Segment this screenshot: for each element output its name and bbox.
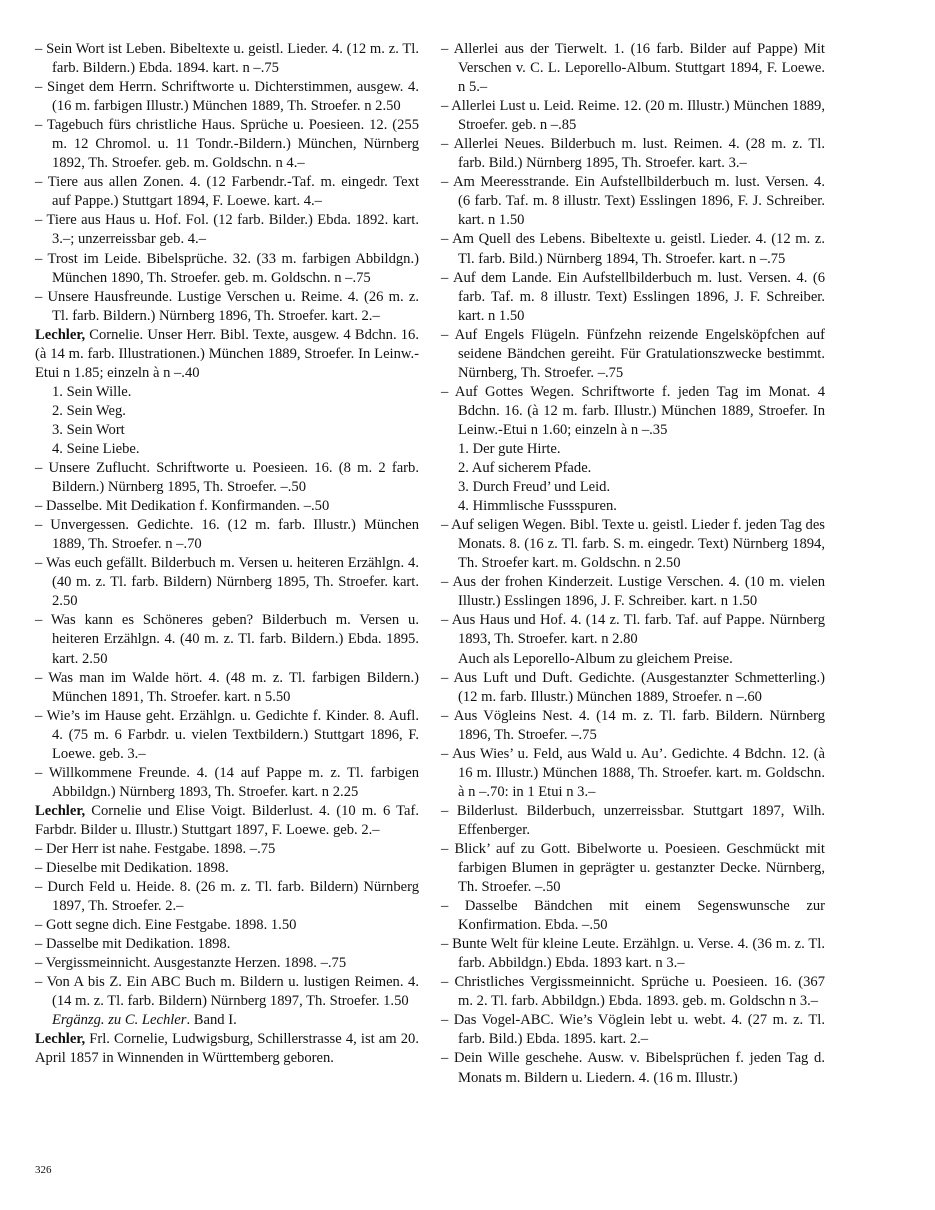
entry-text: – Allerlei Lust u. Leid. Reime. 12. (20 m. Illustr.) München 1889, Stroefer. geb. n –.85: [441, 98, 825, 134]
entry-text: – Aus der frohen Kinderzeit. Lustige Verschen. 4. (10 m. vielen Illustr.) Esslingen 1896, J. F. Schreiber. kart. n 1.50: [441, 574, 825, 610]
sub-entry: [35, 1011, 419, 1030]
catalog-entry: [35, 40, 419, 78]
entry-text: Cornelie. Unser Herr. Bibl. Texte, ausgew. 4 Bdchn. 16. (à 14 m. farb. Illustrationen.) München 1889, Stroefer. In Leinw.-Etui n 1.85; einzeln à n –.40: [35, 326, 419, 381]
catalog-entry: [35, 554, 419, 611]
entry-text: – Aus Vögleins Nest. 4. (14 m. z. Tl. farb. Bildern. Nürnberg 1896, Th. Stroefer. –.75: [441, 707, 825, 743]
entry-text: – Bilderlust. Bilderbuch, unzerreissbar. Stuttgart 1897, Wilh. Effenberger.: [441, 802, 825, 838]
entry-text: – Dasselbe Bändchen mit einem Segenswunsche zur Konfirmation. Ebda. –.50: [441, 898, 825, 934]
catalog-entry: [441, 97, 825, 135]
catalog-entry: [35, 497, 419, 516]
entry-text: – Bunte Welt für kleine Leute. Erzählgn. u. Verse. 4. (36 m. z. Tl. farb. Abbildgn.) Ebda. 1893 kart. n 3.–: [441, 936, 825, 972]
catalog-entry: [441, 573, 825, 611]
entry-text: – Was euch gefällt. Bilderbuch m. Versen u. heiteren Erzählgn. 4. (40 m. z. Tl. farb. Bildern) Nürnberg 1895, Th. Stroefer. kart. 2.50: [35, 555, 419, 610]
catalog-entry: [441, 802, 825, 840]
right-column: [441, 40, 825, 1088]
catalog-entry: [35, 611, 419, 668]
catalog-entry: [441, 173, 825, 230]
catalog-entry: [35, 211, 419, 249]
entry-text: – Allerlei Neues. Bilderbuch m. lust. Reimen. 4. (28 m. z. Tl. farb. Bild.) Nürnberg 1895, Th. Stroefer. kart. 3.–: [441, 136, 825, 172]
entry-text: – Vergissmeinnicht. Ausgestanzte Herzen. 1898. –.75: [35, 955, 347, 972]
catalog-entry: [35, 669, 419, 707]
left-column: [35, 40, 419, 1069]
entry-text: – Auf seligen Wegen. Bibl. Texte u. geistl. Lieder f. jeden Tag des Monats. 8. (16 z. Tl. farb. S. m. eingedr. Text) Nürnberg 1894, Th. Stroefer kart. m. Goldschn. n 2.50: [441, 517, 825, 572]
entry-text: – Dieselbe mit Dedikation. 1898.: [35, 860, 229, 877]
author-name: Lechler,: [35, 802, 86, 819]
catalog-page: [35, 40, 897, 1170]
catalog-entry: [35, 878, 419, 916]
catalog-entry: [441, 611, 825, 649]
page-number: 326: [35, 1164, 52, 1176]
entry-text: – Blick’ auf zu Gott. Bibelworte u. Poesieen. Geschmückt mit farbigen Blumen in geprägter u. gestanzter Decke. Nürnberg, Th. Stroefer. –.50: [441, 840, 825, 896]
entry-text: – Auf dem Lande. Ein Aufstellbilderbuch m. lust. Versen. 4. (6 farb. Taf. m. 8 illustr. Text) Esslingen 1896, J. F. Schreiber. kart. n 1.50: [441, 269, 825, 324]
entry-text: – Aus Luft und Duft. Gedichte. (Ausgestanzter Schmetterling.) (12 m. farb. Illustr.) München 1889, Stroefer. n –.60: [441, 669, 825, 705]
entry-text: – Singet dem Herrn. Schriftworte u. Dichterstimmen, ausgew. 4. (16 m. farbigen Illustr.) München 1889, Th. Stroefer. n 2.50: [35, 79, 419, 115]
entry-text: – Unvergessen. Gedichte. 16. (12 m. farb. Illustr.) München 1889, Th. Stroefer. n –.70: [35, 517, 419, 553]
catalog-entry: [441, 516, 825, 573]
entry-text: – Tiere aus Haus u. Hof. Fol. (12 farb. Bilder.) Ebda. 1892. kart. 3.–; unzerreissbar geb. 4.–: [35, 212, 419, 248]
catalog-entry: [441, 269, 825, 326]
entry-text: – Dasselbe mit Dedikation. 1898.: [35, 936, 231, 953]
catalog-entry: [35, 916, 419, 935]
catalog-entry: [441, 383, 825, 440]
sub-entry: [35, 383, 419, 402]
entry-text: – Trost im Leide. Bibelsprüche. 32. (33 m. farbigen Abbildgn.) München 1890, Th. Stroefer. geb. m. Goldschn. n –.75: [35, 250, 419, 286]
author-name: Lechler,: [35, 1031, 86, 1048]
entry-text: – Wie’s im Hause geht. Erzählgn. u. Gedichte f. Kinder. 8. Aufl. 4. (75 m. 6 Farbdr. u. vielen Textbildern.) Stuttgart 1896, F. Loewe. geb. 3.–: [35, 707, 419, 762]
sub-entry: [441, 478, 825, 497]
entry-text: 4. Seine Liebe.: [52, 440, 140, 457]
sub-entry: [441, 497, 825, 516]
sub-entry: [441, 459, 825, 478]
entry-text: – Das Vogel-ABC. Wie’s Vöglein lebt u. webt. 4. (27 m. z. Tl. farb. Bild.) Ebda. 1895. kart. 2.–: [441, 1012, 825, 1048]
entry-text: – Durch Feld u. Heide. 8. (26 m. z. Tl. farb. Bildern) Nürnberg 1897, Th. Stroefer. 2.–: [35, 879, 419, 915]
entry-text: 1. Der gute Hirte.: [458, 440, 561, 457]
catalog-entry: [441, 973, 825, 1011]
catalog-entry: [35, 859, 419, 878]
catalog-entry: [35, 516, 419, 554]
catalog-entry: [35, 707, 419, 764]
catalog-entry: [35, 973, 419, 1011]
sub-entry: [35, 421, 419, 440]
catalog-entry: [35, 459, 419, 497]
entry-text: 2. Sein Weg.: [52, 402, 126, 419]
author-name: Lechler,: [35, 326, 86, 343]
entry-text: . Band I.: [186, 1012, 237, 1029]
entry-text: – Allerlei aus der Tierwelt. 1. (16 farb. Bilder auf Pappe) Mit Verschen v. C. L. Leporello-Album. Stuttgart 1894, F. Loewe. n 5.–: [441, 41, 825, 96]
catalog-entry: [441, 326, 825, 383]
catalog-entry: [441, 745, 825, 802]
catalog-entry: [441, 840, 825, 897]
entry-text: – Was kann es Schöneres geben? Bilderbuch m. Versen u. heiteren Erzählgn. 4. (40 m. z. Tl. farb. Bildern.) Ebda. 1895. kart. 2.50: [35, 612, 419, 667]
catalog-entry: [35, 173, 419, 211]
entry-text: 2. Auf sicherem Pfade.: [458, 460, 592, 477]
italic-note: Ergänzg. zu C. Lechler: [52, 1012, 187, 1029]
entry-text: – Was man im Walde hört. 4. (48 m. z. Tl. farbigen Bildern.) München 1891, Th. Stroefer. kart. n 5.50: [35, 669, 419, 705]
catalog-entry: [441, 1049, 825, 1087]
entry-text: – Der Herr ist nahe. Festgabe. 1898. –.75: [35, 840, 276, 857]
author-heading-entry: [35, 802, 419, 840]
author-heading-entry: [35, 326, 419, 383]
entry-text: 4. Himmlische Fussspuren.: [458, 498, 617, 515]
catalog-entry: [441, 1011, 825, 1049]
entry-text: 3. Durch Freud’ und Leid.: [458, 479, 611, 496]
catalog-entry: [441, 669, 825, 707]
entry-text: – Sein Wort ist Leben. Bibeltexte u. geistl. Lieder. 4. (12 m. z. Tl. farb. Bildern.) Ebda. 1894. kart. n –.75: [35, 41, 419, 77]
catalog-entry: [441, 135, 825, 173]
catalog-entry: [441, 230, 825, 268]
entry-text: 1. Sein Wille.: [52, 383, 132, 400]
author-heading-entry: [35, 1030, 419, 1068]
entry-text: – Willkommene Freunde. 4. (14 auf Pappe m. z. Tl. farbigen Abbildgn.) Nürnberg 1893, Th. Stroefer. kart. n 2.25: [35, 764, 419, 800]
entry-text: – Christliches Vergissmeinnicht. Sprüche u. Poesieen. 16. (367 m. 2. Tl. farb. Abbildgn.) Ebda. 1893. geb. m. Goldschn n 3.–: [441, 974, 825, 1010]
sub-entry: [441, 650, 825, 669]
sub-entry: [35, 440, 419, 459]
catalog-entry: [441, 935, 825, 973]
catalog-entry: [35, 954, 419, 973]
entry-text: Frl. Cornelie, Ludwigsburg, Schillerstrasse 4, ist am 20. April 1857 in Winnenden in Württemberg geboren.: [35, 1031, 419, 1067]
catalog-entry: [35, 935, 419, 954]
entry-text: – Unsere Zuflucht. Schriftworte u. Poesieen. 16. (8 m. 2 farb. Bildern.) Nürnberg 1895, Th. Stroefer. –.50: [35, 460, 419, 496]
entry-text: – Dein Wille geschehe. Ausw. v. Bibelsprüchen f. jeden Tag d. Monats m. Bildern u. Liedern. 4. (16 m. Illustr.): [441, 1050, 825, 1086]
entry-text: – Gott segne dich. Eine Festgabe. 1898. 1.50: [35, 917, 297, 934]
catalog-entry: [441, 707, 825, 745]
catalog-entry: [441, 40, 825, 97]
sub-entry: [35, 402, 419, 421]
entry-text: – Aus Haus und Hof. 4. (14 z. Tl. farb. Taf. auf Pappe. Nürnberg 1893, Th. Stroefer. kart. n 2.80: [441, 612, 825, 648]
sub-entry: [441, 440, 825, 459]
entry-text: – Auf Gottes Wegen. Schriftworte f. jeden Tag im Monat. 4 Bdchn. 16. (à 12 m. farb. Illustr.) München 1889, Stroefer. In Leinw.-Etui n 1.60; einzeln à n –.35: [441, 383, 825, 438]
entry-text: – Unsere Hausfreunde. Lustige Verschen u. Reime. 4. (26 m. z. Tl. farb. Bildern.) Nürnberg 1896, Th. Stroefer. kart. 2.–: [35, 288, 419, 324]
entry-text: – Aus Wies’ u. Feld, aus Wald u. Au’. Gedichte. 4 Bdchn. 12. (à 16 m. Illustr.) München 1888, Th. Stroefer. kart. m. Goldschn. à n –.70: in 1 Etui n 3.–: [441, 745, 825, 800]
catalog-entry: [35, 250, 419, 288]
entry-text: – Von A bis Z. Ein ABC Buch m. Bildern u. lustigen Reimen. 4. (14 m. z. Tl. farb. Bildern) Nürnberg 1897, Th. Stroefer. 1.50: [35, 974, 419, 1010]
catalog-entry: [35, 288, 419, 326]
entry-text: – Am Quell des Lebens. Bibeltexte u. geistl. Lieder. 4. (12 m. z. Tl. farb. Bild.) Nürnberg 1894, Th. Stroefer. kart. n –.75: [441, 231, 825, 267]
entry-text: Cornelie und Elise Voigt. Bilderlust. 4. (10 m. 6 Taf. Farbdr. Bilder u. Illustr.) Stuttgart 1897, F. Loewe. geb. 2.–: [35, 802, 419, 838]
entry-text: – Tiere aus allen Zonen. 4. (12 Farbendr.-Taf. m. eingedr. Text auf Pappe.) Stuttgart 1894, F. Loewe. kart. 4.–: [35, 174, 419, 210]
entry-text: – Auf Engels Flügeln. Fünfzehn reizende Engelsköpfchen auf seidene Bändchen gereiht. Für Gratulationszwecke bestimmt. Nürnberg, Th. Stroefer. –.75: [441, 326, 825, 381]
entry-text: – Dasselbe. Mit Dedikation f. Konfirmanden. –.50: [35, 498, 330, 515]
entry-text: 3. Sein Wort: [52, 421, 125, 438]
catalog-entry: [35, 116, 419, 173]
catalog-entry: [35, 840, 419, 859]
catalog-entry: [35, 78, 419, 116]
entry-text: Auch als Leporello-Album zu gleichem Preise.: [458, 650, 733, 667]
entry-text: – Tagebuch fürs christliche Haus. Sprüche u. Poesieen. 12. (255 m. 12 Chromol. u. 11 Tondr.-Bildern.) München, Nürnberg 1892, Th. Stroefer. geb. m. Goldschn. n 4.–: [35, 117, 419, 172]
catalog-entry: [35, 764, 419, 802]
entry-text: – Am Meeresstrande. Ein Aufstellbilderbuch m. lust. Versen. 4. (6 farb. Taf. m. 8 illustr. Text) Esslingen 1896, F. J. Schreiber. kart. n 1.50: [441, 174, 825, 229]
catalog-entry: [441, 897, 825, 935]
